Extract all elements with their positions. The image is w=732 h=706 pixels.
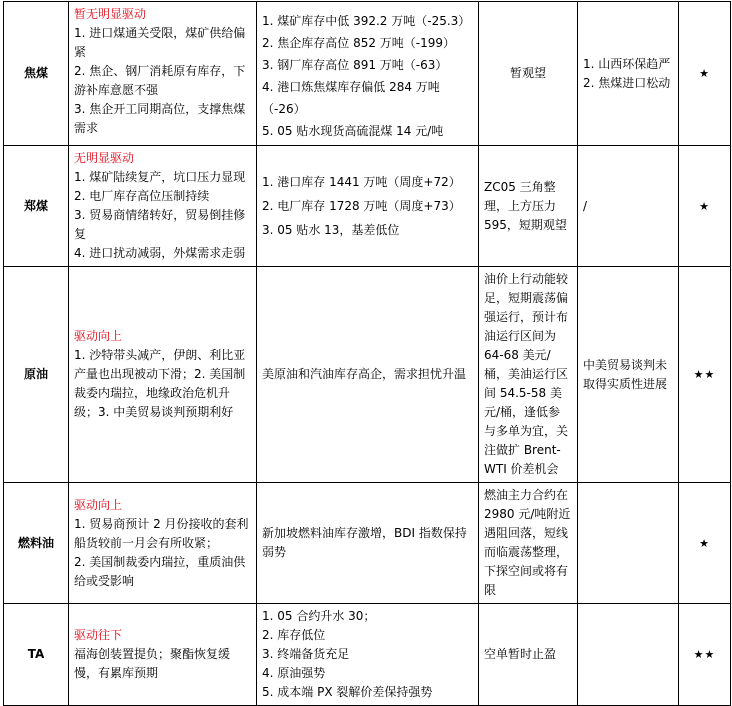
data-cell bbox=[257, 2, 479, 146]
factor-item: 1. 进口煤通关受限，煤矿供给偏紧 bbox=[74, 26, 246, 59]
view-cell: 油价上行动能较足，短期震荡偏强运行，预计布油运行区间为 64-68 美元/桶，美油运行区间 54.5-58 美元/桶，逢低参与多单为宜，关注做扩 Brent-WTI 价差机会 bbox=[479, 267, 578, 483]
risk-cell bbox=[578, 2, 679, 146]
drivers-cell bbox=[69, 483, 257, 604]
factor-item: 2. 焦企、钢厂消耗原有库存，下游补库意愿不强 bbox=[74, 64, 246, 97]
risk-cell bbox=[578, 483, 679, 604]
rating-stars bbox=[679, 2, 731, 146]
view-cell: ZC05 三角整理，上方压力 595，短期观望 bbox=[479, 146, 578, 267]
data-item: 2. 电厂库存 1728 万吨（周度+73） bbox=[262, 199, 461, 213]
factor-item: 福海创装置提负；聚酯恢复缓慢，有累库预期 bbox=[74, 647, 231, 680]
table-row-thermal-coal bbox=[4, 146, 731, 267]
factor-item: 1. 沙特带头减产，伊朗、利比亚产量也出现被动下滑；2. 美国制裁委内瑞拉，地缘政治危机升级；3. 中美贸易谈判预期利好 bbox=[74, 348, 246, 419]
factor-item: 2. 电厂库存高位压制持续 bbox=[74, 189, 210, 203]
data-item: 5. 05 贴水现货高硫混煤 14 元/吨 bbox=[262, 124, 444, 138]
drive-label: 驱动向上 bbox=[74, 329, 123, 343]
risk-item: 1. 山西环保趋严 bbox=[583, 56, 671, 71]
data-item: 1. 港口库存 1441 万吨（周度+72） bbox=[262, 175, 461, 189]
table-row-crude-oil bbox=[4, 267, 731, 483]
drivers-cell bbox=[69, 267, 257, 483]
data-cell bbox=[257, 604, 479, 706]
table-row-ta bbox=[4, 604, 731, 706]
commodity-name: 燃料油 bbox=[4, 483, 69, 604]
data-item: 美原油和汽油库存高企，需求担忧升温 bbox=[262, 367, 467, 381]
rating-stars bbox=[679, 267, 731, 483]
data-item: 新加坡燃料油库存激增，BDI 指数保持弱势 bbox=[262, 526, 467, 559]
data-item: 2. 焦企库存高位 852 万吨（-199） bbox=[262, 36, 456, 50]
star-icon: ★ bbox=[699, 67, 710, 80]
drive-label: 无明显驱动 bbox=[74, 151, 135, 165]
risk-cell bbox=[578, 146, 679, 267]
rating-stars bbox=[679, 483, 731, 604]
data-cell bbox=[257, 146, 479, 267]
star-icon: ★ bbox=[699, 199, 710, 213]
rating-stars bbox=[679, 146, 731, 267]
data-item: 3. 05 贴水 13，基差低位 bbox=[262, 223, 400, 237]
commodity-name: 原油 bbox=[4, 267, 69, 483]
commodity-name: 焦煤 bbox=[4, 2, 69, 146]
drivers-cell bbox=[69, 604, 257, 706]
data-cell bbox=[257, 267, 479, 483]
table-row-fuel-oil bbox=[4, 483, 731, 604]
data-item: 2. 库存低位 bbox=[262, 628, 326, 642]
table-row-coking-coal bbox=[4, 2, 731, 146]
commodity-name: 郑煤 bbox=[4, 146, 69, 267]
commodity-name: TA bbox=[4, 604, 69, 706]
data-item: 1. 05 合约升水 30； bbox=[262, 609, 376, 623]
data-item: 3. 钢厂库存高位 891 万吨（-63） bbox=[262, 58, 448, 72]
data-item: 3. 终端备货充足 bbox=[262, 647, 350, 661]
star-icon: ★★ bbox=[693, 368, 716, 381]
star-icon: ★ bbox=[699, 536, 710, 550]
drive-label: 驱动向上 bbox=[74, 497, 123, 512]
factor-item: 4. 进口扰动减弱，外煤需求走弱 bbox=[74, 246, 246, 260]
data-item: 1. 煤矿库存中低 392.2 万吨（-25.3） bbox=[262, 14, 471, 28]
drivers-cell bbox=[69, 2, 257, 146]
risk-item: 中美贸易谈判未取得实质性进展 bbox=[583, 357, 668, 391]
view-cell: 暂观望 bbox=[479, 2, 578, 146]
factor-item: 2. 美国制裁委内瑞拉，重质油供给或受影响 bbox=[74, 554, 246, 588]
data-item: 4. 港口炼焦煤库存偏低 284 万吨（-26） bbox=[262, 80, 440, 116]
risk-item: 2. 焦煤进口松动 bbox=[583, 75, 671, 90]
data-item: 5. 成本端 PX 裂解价差保持强势 bbox=[262, 685, 433, 699]
risk-cell bbox=[578, 604, 679, 706]
risk-item: / bbox=[583, 198, 588, 213]
view-cell: 空单暂时止盈 bbox=[479, 604, 578, 706]
drive-label: 驱动往下 bbox=[74, 628, 123, 642]
factor-item: 3. 焦企开工同期高位，支撑焦煤需求 bbox=[74, 102, 246, 135]
drivers-cell bbox=[69, 146, 257, 267]
data-item: 4. 原油强势 bbox=[262, 666, 326, 680]
drive-label: 暂无明显驱动 bbox=[74, 7, 147, 21]
view-cell: 燃油主力合约在 2980 元/吨附近遇阻回落，短线而临震荡整理，下探空间或将有限 bbox=[479, 483, 578, 604]
star-icon: ★★ bbox=[693, 648, 716, 661]
factor-item: 1. 煤矿陆续复产，坑口压力显现 bbox=[74, 170, 246, 184]
factor-item: 1. 贸易商预计 2 月份接收的套利船货较前一月会有所收紧； bbox=[74, 516, 249, 550]
risk-cell bbox=[578, 267, 679, 483]
futures-analysis-table bbox=[3, 1, 731, 706]
rating-stars bbox=[679, 604, 731, 706]
data-cell bbox=[257, 483, 479, 604]
factor-item: 3. 贸易商情绪转好，贸易倒挂修复 bbox=[74, 208, 246, 241]
